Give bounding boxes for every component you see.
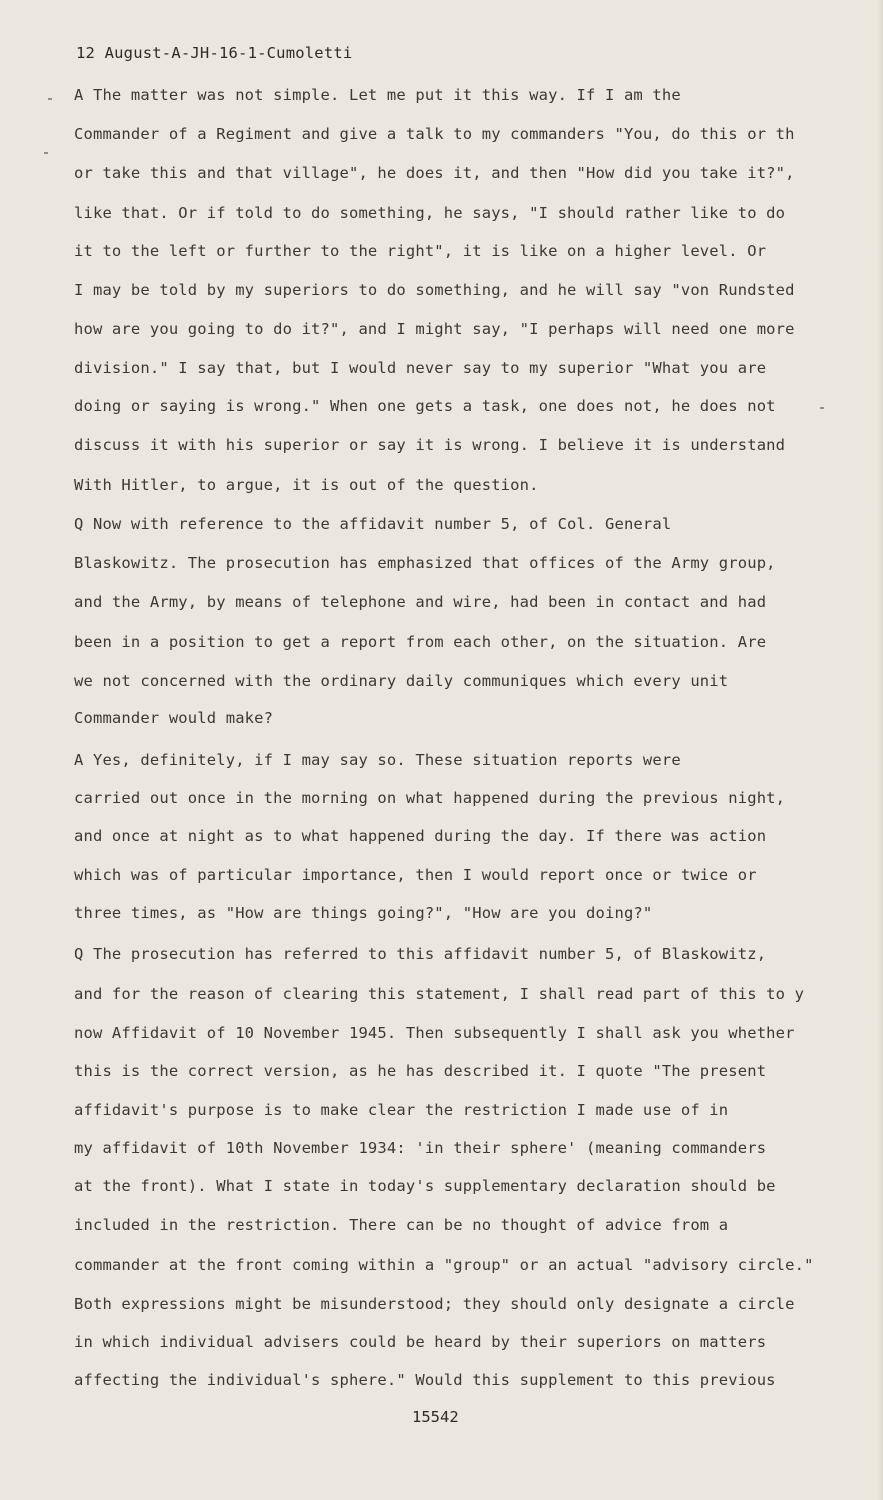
margin-mark (48, 98, 52, 100)
text-line: included in the restriction. There can be no thought of advice from a (74, 1216, 729, 1234)
page-number: 15542 (412, 1408, 459, 1426)
text-line: how are you going to do it?", and I might say, "I perhaps will need one more (74, 320, 795, 338)
text-line: and for the reason of clearing this statement, I shall read part of this to y (74, 985, 805, 1003)
text-line: like that. Or if told to do something, he says, "I should rather like to do (74, 204, 786, 222)
text-line: Q The prosecution has referred to this affidavit number 5, of Blaskowitz, (74, 945, 767, 963)
text-line: Q Now with reference to the affidavit number 5, of Col. General (74, 515, 672, 533)
text-line: commander at the front coming within a "group" or an actual "advisory circle." (74, 1256, 814, 1274)
text-line: doing or saying is wrong." When one gets a task, one does not, he does not (74, 397, 776, 415)
text-line: which was of particular importance, then I would report once or twice or (74, 866, 757, 884)
text-line: or take this and that village", he does it, and then "How did you take it?", (74, 164, 795, 182)
text-line: three times, as "How are things going?", "How are you doing?" (74, 904, 653, 922)
text-line: at the front). What I state in today's supplementary declaration should be (74, 1177, 776, 1195)
document-header: 12 August-A-JH-16-1-Cumoletti (76, 44, 353, 62)
text-line: affidavit's purpose is to make clear the restriction I made use of in (74, 1101, 729, 1119)
text-line: carried out once in the morning on what happened during the previous night, (74, 789, 786, 807)
text-line: discuss it with his superior or say it is wrong. I believe it is understand (74, 436, 786, 454)
text-line: A Yes, definitely, if I may say so. These situation reports were (74, 751, 681, 769)
text-line: Commander would make? (74, 709, 274, 727)
text-line: affecting the individual's sphere." Would this supplement to this previous (74, 1371, 776, 1389)
text-line: in which individual advisers could be heard by their superiors on matters (74, 1333, 767, 1351)
text-line: A The matter was not simple. Let me put it this way. If I am the (74, 86, 681, 104)
text-line: Commander of a Regiment and give a talk to my commanders "You, do this or th (74, 125, 795, 143)
text-line: Both expressions might be misunderstood; they should only designate a circle (74, 1295, 795, 1313)
page-edge-shadow (877, 0, 883, 1500)
text-line: this is the correct version, as he has described it. I quote "The present (74, 1062, 767, 1080)
text-line: Blaskowitz. The prosecution has emphasized that offices of the Army group, (74, 554, 776, 572)
text-line: division." I say that, but I would never say to my superior "What you are (74, 359, 767, 377)
text-line: and once at night as to what happened during the day. If there was action (74, 827, 767, 845)
margin-mark (44, 152, 48, 154)
text-line: it to the left or further to the right", it is like on a higher level. Or (74, 242, 767, 260)
text-line: now Affidavit of 10 November 1945. Then subsequently I shall ask you whether (74, 1024, 795, 1042)
text-line: and the Army, by means of telephone and wire, had been in contact and had (74, 593, 767, 611)
text-line: With Hitler, to argue, it is out of the question. (74, 476, 539, 494)
text-line: been in a position to get a report from each other, on the situation. Are (74, 633, 767, 651)
text-line: we not concerned with the ordinary daily communiques which every unit (74, 672, 729, 690)
text-line: I may be told by my superiors to do something, and he will say "von Rundsted (74, 281, 795, 299)
text-line: my affidavit of 10th November 1934: 'in their sphere' (meaning commanders (74, 1139, 767, 1157)
margin-mark (820, 407, 824, 409)
